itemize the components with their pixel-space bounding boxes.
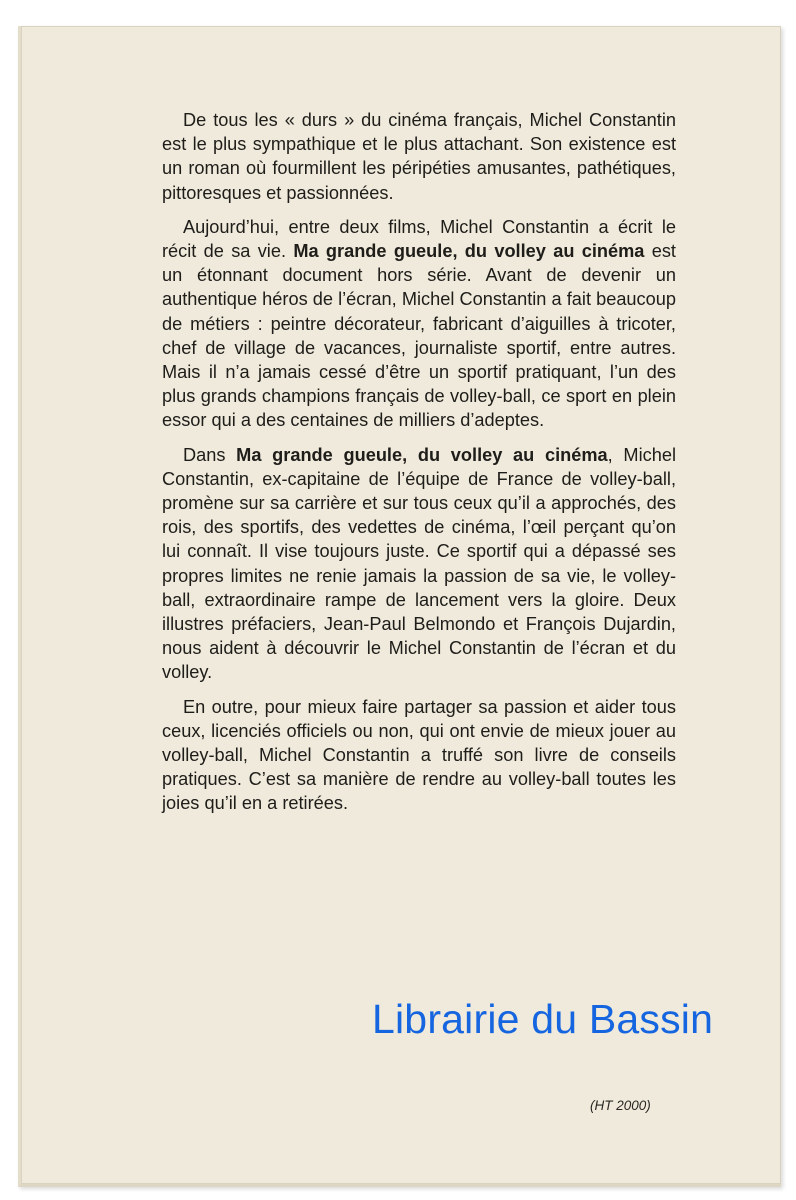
catalog-code: (HT 2000) [590,1098,651,1113]
book-title-mention: Ma grande gueule, du volley au cinéma [236,444,608,465]
blurb-paragraph-3 [162,443,676,685]
blurb-p4-text: En outre, pour mieux faire partager sa passion et aider tous ceux, licenciés officiels ou non, qui ont envie de mieux jouer au volley-ball, Michel Constantin a truffé son livre de conseils pratiques. C’est sa manière de rendre au volley-ball toutes les joies qu’il en a retirées. [162,696,676,814]
blurb-paragraph-2 [162,215,676,433]
blurb-p3-intro: Dans [183,444,237,465]
blurb-p1-text: De tous les « durs » du cinéma français, Michel Constantin est le plus sympathique et le plus attachant. Son existence est un roman où fourmillent les péripéties amusantes, pathétiques, pittoresques et passionnées. [162,110,676,203]
blurb-paragraph-1 [162,108,676,205]
blurb-paragraph-4 [162,695,676,816]
blurb-p3-body: , Michel Constantin, ex-capitaine de l’équipe de France de volley-ball, promène sur sa carrière et sur tous ceux qu’il a approchés, des rois, des sportifs, des vedettes de cinéma, l’œil perçant qu’on lui connaît. Il vise toujours juste. Ce sportif qui a dépassé ses propres limites ne renie jamais la passion de sa vie, le volley-ball, extraordinaire rampe de lancement vers la gloire. Deux illustres préfaciers, Jean-Paul Belmondo et François Dujardin, nous aident à découvrir le Michel Constantin de l’écran et du volley. [162,444,676,683]
blurb-text [162,108,676,826]
blurb-p2-intro: Aujourd’hui, entre deux films, Michel Constantin a écrit le récit de sa vie. [162,216,676,262]
blurb-p2-body: est un étonnant document hors série. Avant de devenir un authentique héros de l’écran, Michel Constantin a fait beaucoup de métiers : peintre décorateur, fabricant d’aiguilles à tricoter, chef de village de vacances, journaliste sportif, entre autres. Mais il n’a jamais cessé d’être un sportif pratiquant, l’un des plus grands champions français de volley-ball, ce sport en plein essor qui a des centaines de milliers d’adeptes. [162,241,676,431]
bookshop-watermark: Librairie du Bassin [372,996,714,1042]
book-title-mention: Ma grande gueule, du volley au cinéma [293,241,645,262]
